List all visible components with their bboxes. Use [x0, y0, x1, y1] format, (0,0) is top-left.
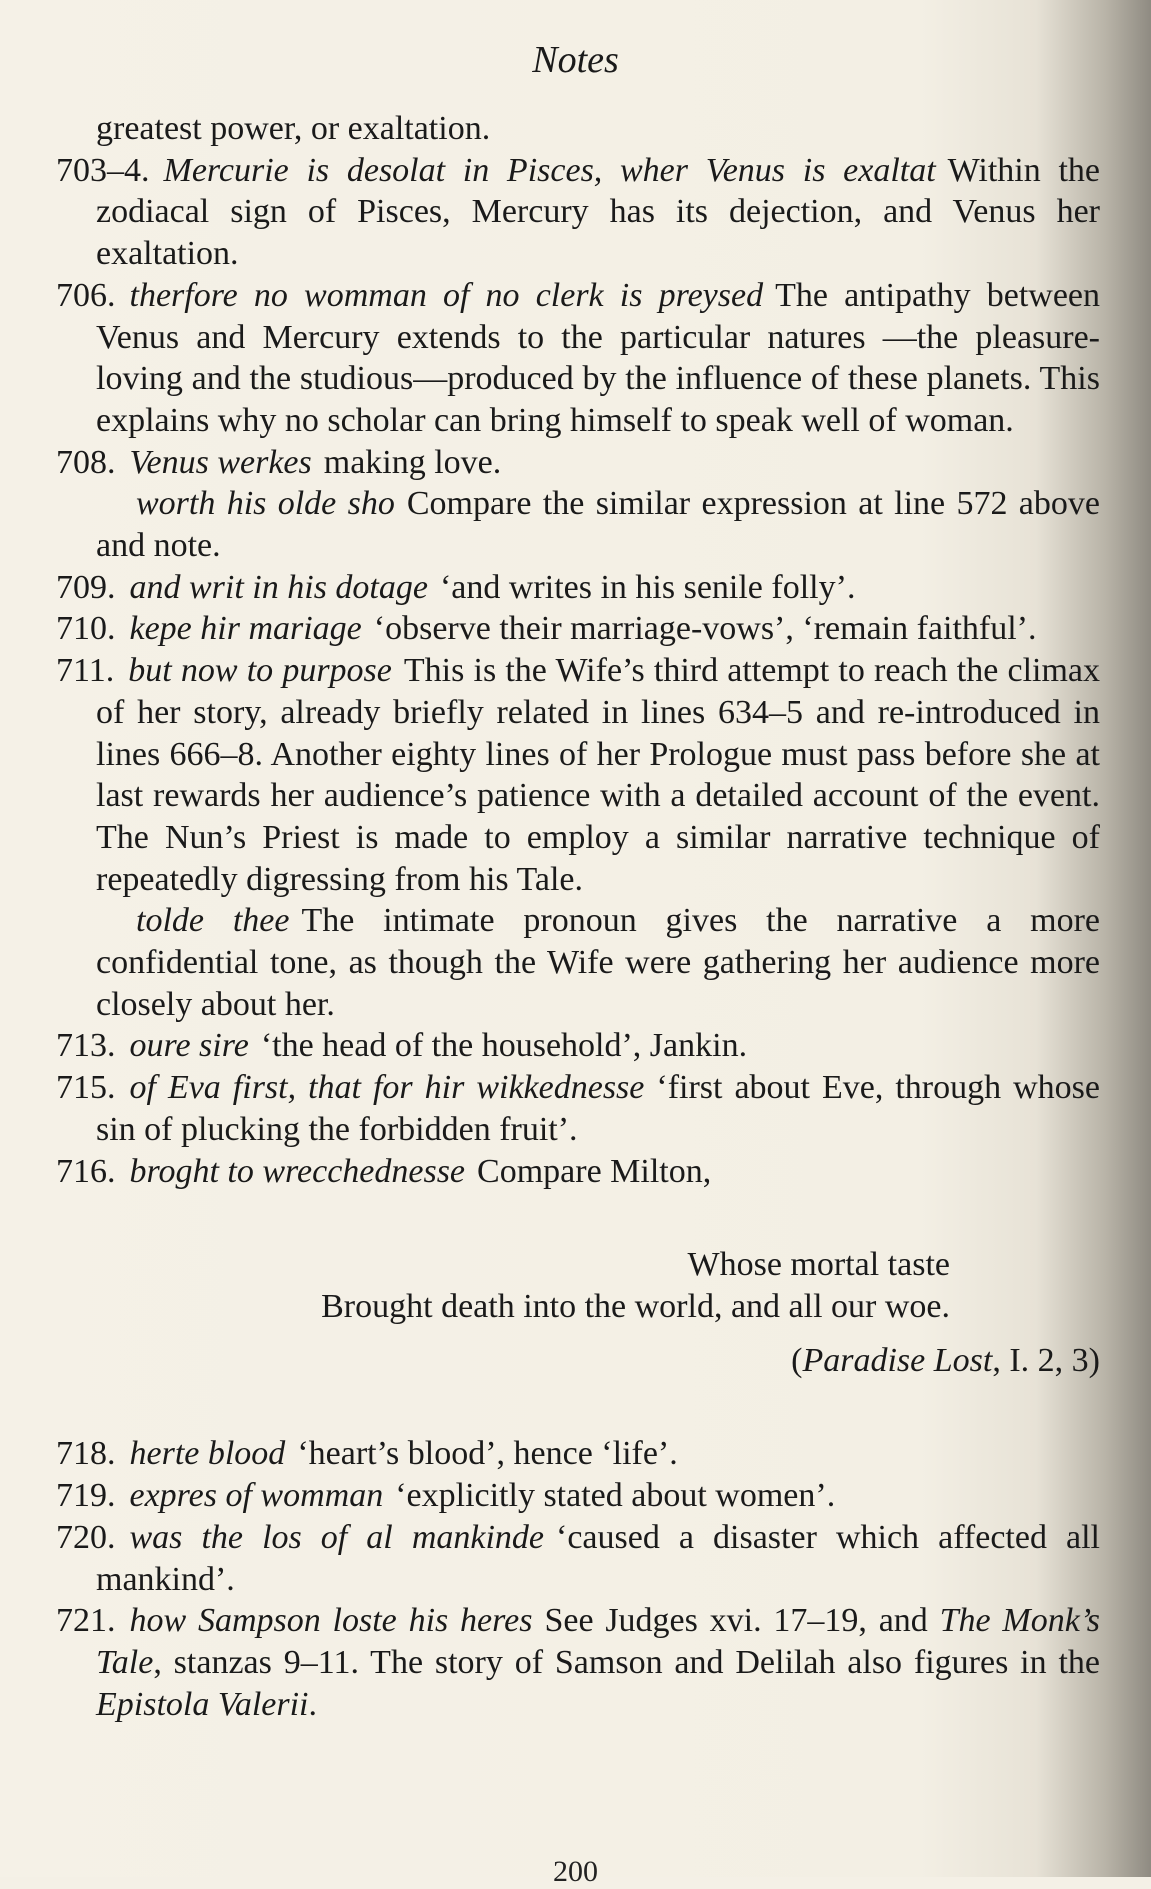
note-number: 715. [56, 1069, 116, 1107]
note-lemma: how Sampson loste his heres [129, 1602, 533, 1640]
notes-body [56, 108, 1100, 1725]
note-title-monks-tale: The Monk’s Tale [96, 1602, 1100, 1681]
note-text: ‘the head of the household’, Jankin. [260, 1027, 748, 1065]
note-number: 711. [56, 652, 115, 690]
note-lemma: expres of womman [129, 1477, 384, 1515]
note-711-sub [56, 900, 1100, 1025]
note-number: 713. [56, 1027, 116, 1065]
note-text-a: See Judges xvi. 17–19, and [544, 1602, 940, 1640]
note-716 [56, 1151, 1100, 1193]
note-text: ‘explicitly stated about women’. [395, 1477, 836, 1515]
note-continuation [56, 108, 1100, 150]
milton-quotation [56, 1244, 1100, 1327]
note-text: ‘heart’s blood’, hence ‘life’. [297, 1435, 678, 1473]
note-708-sub [56, 483, 1100, 566]
note-text: This is the Wife’s third attempt to reach the climax of her story, already briefly related in lines 634–5 and re-introduced in lines 666–8. Another eighty lines of her Prologue must pass before she at last rewards her audience’s patience with a detailed account of the event. The Nun’s Priest is made to employ a similar narrative technique of repeatedly digressing from his Tale. [96, 652, 1101, 898]
note-lemma: kepe hir mariage [129, 610, 362, 648]
cite-title: Paradise Lost [802, 1341, 993, 1379]
note-text: Compare the similar expression at line 572 above and note. [96, 485, 1100, 565]
note-703 [56, 150, 1100, 275]
note-lemma: oure sire [129, 1027, 249, 1065]
note-718 [56, 1433, 1100, 1475]
note-711 [56, 650, 1100, 900]
note-title-epistola: Epistola Valerii [96, 1685, 309, 1723]
note-lemma: Mercurie is desolat in Pisces, wher Venus is exaltat [163, 151, 936, 189]
note-number: 719. [56, 1477, 116, 1515]
note-number: 720. [56, 1518, 116, 1556]
note-text-c: , stanzas 9–11. The story of Samson and Delilah also figures in the [153, 1643, 1100, 1681]
note-text: ‘caused a disaster which affected all mankind’. [96, 1518, 1100, 1598]
note-number: 708. [56, 443, 116, 481]
note-number: 716. [56, 1152, 116, 1190]
note-lemma: therfore no womman of no clerk is preysed [129, 276, 764, 314]
note-lemma: tolde thee [136, 902, 290, 940]
note-721 [56, 1600, 1100, 1725]
note-lemma: broght to wrecchednesse [129, 1152, 466, 1190]
note-lemma: of Eva first, that for hir wikkednesse [129, 1069, 645, 1107]
note-text: Within the zodiacal sign of Pisces, Mercury has its dejection, and Venus her exaltation. [96, 151, 1100, 273]
cite-open: ( [791, 1341, 803, 1379]
note-710 [56, 608, 1100, 650]
note-720 [56, 1517, 1100, 1600]
note-lemma: herte blood [129, 1435, 286, 1473]
note-text: Compare Milton, [477, 1152, 712, 1190]
note-lemma: was the los of al mankinde [129, 1518, 544, 1556]
note-number: 703–4. [56, 151, 150, 189]
note-number: 710. [56, 610, 116, 648]
note-lemma: Venus werkes [129, 443, 312, 481]
quote-citation [56, 1340, 1100, 1382]
note-number: 709. [56, 568, 116, 606]
note-text: The antipathy between Venus and Mercury extends to the particular natures —the pleasure-loving and the studious—produced by the influence of these planets. This explains why no scholar can bring himself to speak well of woman. [96, 276, 1101, 439]
note-715 [56, 1067, 1100, 1150]
note-lemma: and writ in his dotage [129, 568, 428, 606]
note-text: The intimate pronoun gives the narrative a more confidential tone, as though the Wife were gathering her audience more closely about her. [96, 902, 1100, 1023]
page-number: 200 [553, 1855, 598, 1888]
note-lemma: but now to purpose [128, 652, 392, 690]
note-text: ‘and writes in his senile folly’. [439, 568, 856, 606]
quote-line-2: Brought death into the world, and all our woe. [321, 1287, 950, 1325]
note-text: greatest power, or exaltation. [96, 110, 491, 147]
note-text: ‘observe their marriage-vows’, ‘remain faithful’. [373, 610, 1037, 648]
note-709 [56, 567, 1100, 609]
note-706 [56, 275, 1100, 442]
note-text: ‘first about Eve, through whose sin of plucking the forbidden fruit’. [96, 1069, 1100, 1148]
note-713 [56, 1025, 1100, 1067]
running-head: Notes [532, 39, 619, 81]
note-719 [56, 1475, 1100, 1517]
note-text: making love. [323, 443, 502, 481]
note-lemma: worth his olde sho [136, 485, 395, 523]
cite-rest: , I. 2, 3) [992, 1341, 1100, 1379]
note-number: 721. [56, 1602, 116, 1640]
quote-line-1: Whose mortal taste [687, 1246, 950, 1284]
note-text-e: . [308, 1685, 317, 1723]
note-708 [56, 442, 1100, 484]
note-number: 718. [56, 1435, 116, 1473]
note-number: 706. [56, 276, 116, 314]
